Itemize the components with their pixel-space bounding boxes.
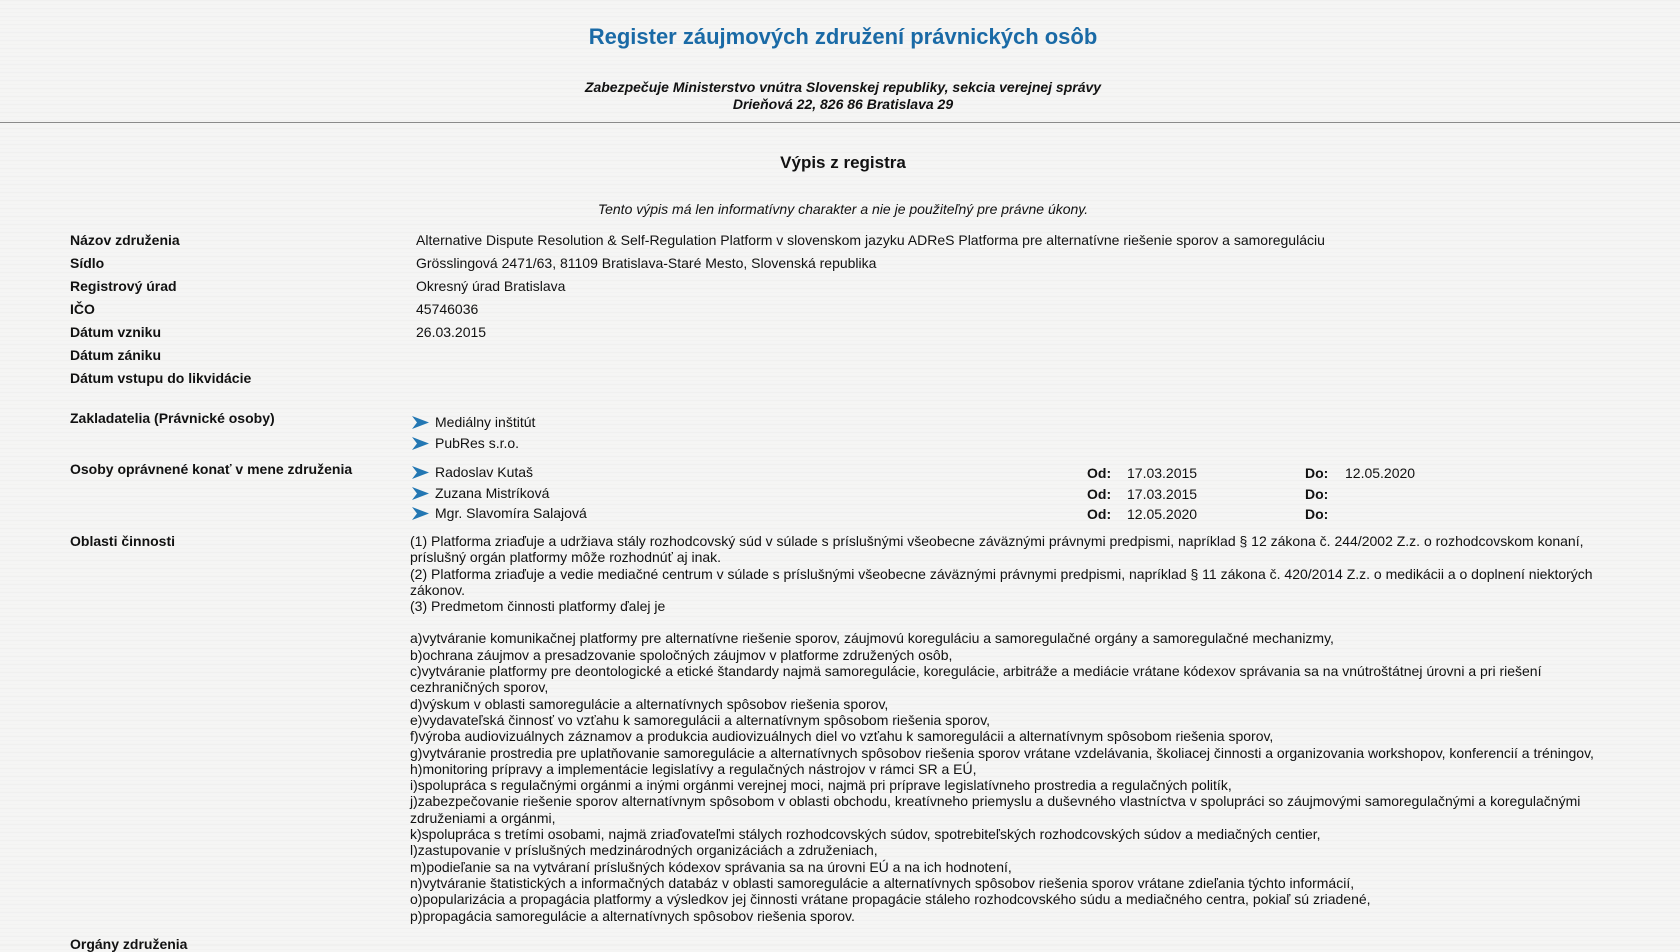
page-header: [0, 0, 1680, 123]
arrow-right-icon: [412, 466, 429, 479]
founder-item: [412, 414, 535, 430]
activity-paragraph: (2) Platforma zriaďuje a vedie mediačné centrum v súlade s príslušnými všeobecne záväznými právnymi predpismi, napríklad § 11 zákona č. 420/2014 Z.z. o medikácii a o doplnení niektorých zákonov.: [410, 565, 1593, 598]
name-value: Alternative Dispute Resolution & Self-Regulation Platform v slovenskom jazyku ADReS Platforma pre alternatívne riešenie sporov a samoreguláciu: [416, 232, 1325, 248]
activity-item: p)propagácia samoregulácie a alternatívnych spôsobov riešenia sporov.: [410, 907, 855, 924]
authorized-label: Osoby oprávnené konať v mene združenia: [70, 461, 353, 477]
founder-name: PubRes s.r.o.: [435, 435, 520, 451]
activities-label: Oblasti činnosti: [70, 533, 176, 549]
to-label: Do:: [1305, 506, 1329, 522]
from-label: Od:: [1087, 465, 1112, 481]
date-liquidation-label: Dátum vstupu do likvidácie: [70, 370, 252, 386]
activity-item: m)podieľanie sa na vytváraní príslušných kódexov správania sa na úrovni EÚ a na ich hodnotení,: [410, 858, 1012, 875]
ministry-line: Zabezpečuje Ministerstvo vnútra Slovenskej republiky, sekcia verejnej správy: [584, 79, 1102, 95]
extract-title: Výpis z registra: [780, 153, 906, 172]
site-title: Register záujmových združení právnických osôb: [588, 24, 1098, 49]
activity-item: c)vytváranie platformy pre deontologické a etické štandardy najmä samoregulácie, koregulácie, arbitráže a mediácie vrátane kódexov správania sa na vnútroštátnej úrovni a pri riešení cezhraničných sporov,: [410, 663, 1542, 696]
arrow-right-icon: [412, 437, 429, 450]
ico-label: IČO: [70, 301, 95, 317]
ico-value: 45746036: [416, 301, 479, 317]
registry-office-value: Okresný úrad Bratislava: [416, 278, 566, 294]
registry-office-label: Registrový úrad: [70, 278, 177, 294]
activity-item: f)výroba audiovizuálnych záznamov a produkcia audiovizuálnych diel vo vzťahu k samoregulácii a alternatívnym spôsobom riešenia sporov,: [410, 728, 1274, 745]
person-name: Mgr. Slavomíra Salajová: [435, 505, 587, 521]
authorized-person: [412, 464, 533, 480]
from-label: Od:: [1087, 486, 1112, 502]
to-date: 12.05.2020: [1345, 465, 1416, 481]
activity-item: h)monitoring prípravy a implementácie legislatívy a regulačných nástrojov v rámci SR a EÚ,: [410, 760, 977, 777]
activity-item: n)vytváranie štatistických a informačných databáz v oblasti samoregulácie a alternatívnych spôsobov riešenia sporov vrátane zdieľania týchto informácií,: [410, 874, 1355, 891]
arrow-right-icon: [412, 416, 429, 429]
activity-paragraph: (1) Platforma zriaďuje a udržiava stály rozhodcovský súd v súlade s príslušnými všeobecne záväznými právnymi predpismi, napríklad § 12 zákona č. 244/2002 Z.z. o rozhodcovskom konaní, príslušný orgán platformy môže rozhodnúť aj inak.: [410, 533, 1584, 566]
date-created-label: Dátum vzniku: [70, 324, 162, 340]
activity-item: o)popularizácia a propagácia platformy a výsledkov jej činnosti vrátane propagácie stáleho rozhodcovského súdu a mediačného centra, pokiaľ sú zriadené,: [410, 891, 1371, 908]
organs-label: Orgány združenia: [70, 936, 188, 952]
authorized-person: [412, 485, 549, 501]
activity-item: i)spolupráca s regulačnými orgánmi a inými orgánmi verejnej moci, najmä pri príprave legislatívneho prostredia a regulačných politík,: [410, 777, 1232, 794]
seat-label: Sídlo: [70, 255, 105, 271]
activity-item: e)vydavateľská činnosť vo vzťahu k samoregulácii a alternatívnym spôsobom riešenia sporov,: [410, 711, 991, 728]
address-line: Drieňová 22, 826 86 Bratislava 29: [732, 96, 954, 112]
authorized-person: [412, 505, 587, 521]
activity-item: l)zastupovanie v príslušných medzinárodných organizáciách a združeniach,: [410, 842, 878, 859]
founders-label: Zakladatelia (Právnické osoby): [70, 410, 275, 426]
from-label: Od:: [1087, 506, 1112, 522]
spacer: [410, 614, 1602, 630]
name-label: Názov združenia: [70, 232, 180, 248]
seat-value: Grösslingová 2471/63, 81109 Bratislava-Staré Mesto, Slovenská republika: [416, 255, 877, 271]
activity-paragraph: (3) Predmetom činnosti platformy ďalej je: [410, 598, 666, 615]
activity-item: j)zabezpečovanie riešenie sporov alternatívnym spôsobom v oblasti obchodu, kreatívneho priemyslu a duševného vlastníctva v spolupráci so záujmovými samoregulačnými a koregulačnými združeniami a orgánmi,: [410, 793, 1581, 826]
activity-item: b)ochrana záujmov a presadzovanie spoločných záujmov v platforme združených osôb,: [410, 646, 953, 663]
to-label: Do:: [1305, 465, 1329, 481]
person-name: Radoslav Kutaš: [435, 464, 534, 480]
from-date: 17.03.2015: [1127, 465, 1198, 481]
from-date: 17.03.2015: [1127, 486, 1198, 502]
from-date: 12.05.2020: [1127, 506, 1198, 522]
founder-item: [412, 435, 519, 451]
activity-item: k)spolupráca s tretími osobami, najmä zriaďovateľmi stálych rozhodcovských súdov, spotrebiteľských rozhodcovských súdov a mediačných centier,: [410, 826, 1321, 843]
to-label: Do:: [1305, 486, 1329, 502]
activity-item: d)výskum v oblasti samoregulácie a alternatívnych spôsobov riešenia sporov,: [410, 695, 889, 712]
date-dissolved-label: Dátum zániku: [70, 347, 162, 363]
disclaimer-text: Tento výpis má len informatívny charakter a nie je použiteľný pre právne úkony.: [597, 201, 1089, 217]
activity-item: g)vytváranie prostredia pre uplatňovanie samoregulácie a alternatívnych spôsobov riešenia sporov vrátane vzdelávania, školiacej činnosti a organizovania workshopov, konferencií a tréningov,: [410, 744, 1594, 761]
date-created-value: 26.03.2015: [416, 324, 487, 340]
founder-name: Mediálny inštitút: [435, 414, 536, 430]
header-subtitle: [0, 79, 1680, 113]
activities-text: [410, 533, 1602, 924]
activity-item: a)vytváranie komunikačnej platformy pre alternatívne riešenie sporov, záujmovú koreguláciu a samoregulačné orgány a samoregulačné mechanizmy,: [410, 630, 1334, 647]
person-name: Zuzana Mistríková: [435, 485, 550, 501]
arrow-right-icon: [412, 507, 429, 520]
arrow-right-icon: [412, 487, 429, 500]
